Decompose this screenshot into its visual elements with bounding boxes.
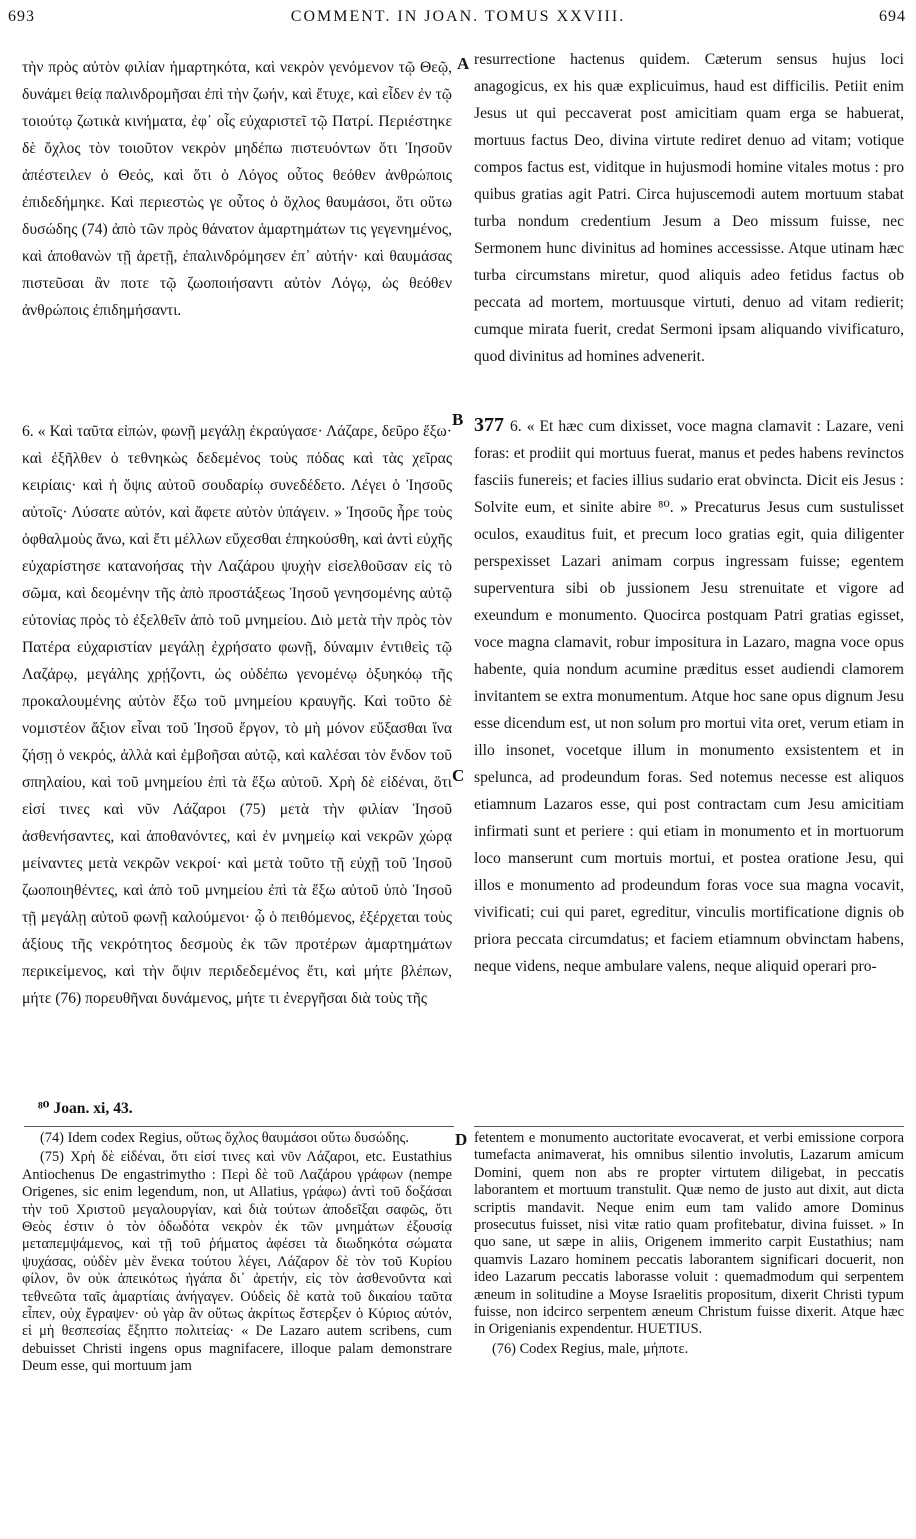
scripture-reference: ⁸⁰ Joan. xi, 43. (38, 1100, 133, 1117)
section-marker-c: C (452, 766, 465, 785)
running-header (0, 8, 916, 42)
footnote-75: (75) Χρὴ δὲ εἰδέναι, ὅτι εἰσί τινες καὶ νῦν Λάζαροι, etc. Eustathius Antiochenus De engastrimytho : Περὶ δὲ τοῦ Λαζάρου γράφων (nempe Origenes, sic enim legendum, non, ut Allatius, γράφω) ἀντὶ τοῦ δοξάσαι τὴν τοῦ Χριστοῦ μεγαλουργίαν, καὶ διὰ τούτων ἀποδεῖξαι σαφῶς, ὅτι Θεὸς ἐστιν ὁ τὸν ὀδωδότα νεκρὸν ἐκ τῶν μνημάτων ἐξουσίᾳ μεταπεμψάμενος, καὶ τῇ τοῦ ῥήματος ἀφέσει τὰ διωδηκότα σώματα ψυχάσας, οὐδὲν μὲν ἕνεκα τούτου λέγει, Λάζαρον δὲ τὸν τοῦ Κυρίου φίλον, ὃν οὐκ ἀπεικότως ἠγάπα δι᾽ ἀρετήν, εἰς τὸν ἀσθενοῦντα καὶ τεθνεῶτα ταῖς ἁμαρτίαις ἀνήγαγεν. Οὐδεὶς δὲ κατὰ τοῦ δικαίου ταῦτα εἶπεν, οὐχ ἔγραψεν· οὐ γὰρ ἂν οὕτως ἀκρίτως ἔστερξεν ὁ Κύριος αὐτόν, εἰ μὴ θεσπεσίας ἔξηπτο πολιτείας· « De Lazaro autem scribens, cum debuisset Christi ingens opus magnifacere, illoque palam demonstrare Deum esse, qui mortuum jam (22, 1149, 452, 1375)
footnotes-left (22, 1130, 452, 1378)
greek-column-section-6 (22, 418, 452, 1012)
greek-column-top (22, 54, 452, 324)
migne-column-number: 377 (474, 414, 504, 436)
section-marker-b: B (452, 410, 464, 429)
greek-paragraph-1: τὴν πρὸς αὐτὸν φιλίαν ἡμαρτηκότα, καὶ νεκρὸν γενόμενον τῷ Θεῷ, δυνάμει θείᾳ παλινδρομῆσαι ἐπὶ τὴν ζωήν, καὶ ἔτυχε, καὶ εἶδεν ἐν τῷ τοιούτῳ ζωτικὰ κινήματα, ἐφ᾽ οἷς εὐχαριστεῖ τῷ Πατρί. Περιέστηκε δὲ ὄχλος τὸν τοιοῦτον νεκρὸν μηδέπω πιστευόντων ὅτι Ἰησοῦν ἀπέστειλεν ὁ Θεός, καὶ ὅτι ὁ Λόγος οὗτος θεόθεν ἀνθρώποις ἐπιδεδήμηκε. Καὶ περιεστὼς γε οὗτος ὁ ὄχλος θαυμάσοι, ὅτι οὕτω δυσώδης (74) ἀπὸ τῶν πρὸς θάνατον ἁμαρτημάτων τις γεγενημένος, καὶ ἀποθανὼν τῇ ἀρετῇ, ἐπαλινδρόμησεν ἐπ᾽ αὐτήν· καὶ θαυμάσας πιστεῦσαι ἂν ποτε τῷ ζωοποιήσαντι αὐτὸν Λόγῳ, ὡς θεόθεν ἀνθρώποις ἐπιδημήσαντι. (22, 59, 452, 319)
footnotes-right (474, 1130, 904, 1360)
footnote-74: (74) Idem codex Regius, οὕτως ὄχλος θαυμάσοι οὕτω δυσώδης. (40, 1130, 409, 1146)
running-title: COMMENT. IN JOAN. TOMUS XXVIII. (290, 8, 626, 25)
left-page-number: 693 (8, 8, 35, 25)
latin-column-section-6 (474, 412, 904, 980)
greek-paragraph-section-6: 6. « Καὶ ταῦτα εἰπών, φωνῇ μεγάλῃ ἐκραύγασε· Λάζαρε, δεῦρο ἔξω· καὶ ἐξῆλθεν ὁ τεθνηκὼς δεδεμένος τοὺς πόδας καὶ τὰς χεῖρας κειρίαις· καὶ ἡ ὄψις αὐτοῦ σουδαρίῳ συνεδέδετο. Λέγει ὁ Ἰησοῦς αὐτοῖς· Λύσατε αὐτόν, καὶ ἄφετε αὐτὸν ὑπάγειν. » Ἰησοῦς ἦρε τοὺς ὀφθαλμοὺς ἄνω, καὶ ἔτι μέλλων εὔχεσθαι ἐπηκούσθη, καὶ ἀντὶ εὐχῆς εὐχαρίστησε κατανοήσας τὴν Λαζάρου ψυχὴν εἰσελθοῦσαν εἰς τὸ σῶμα, καὶ δεομένην τῆς ἀπὸ προστάξεως Ἰησοῦ γενησομένης αὐτῷ εὐτονίας πρὸς τὸ ἐξελθεῖν ἀπὸ τοῦ μνημείου. Διὸ μετὰ τὴν πρὸς τὸν Πατέρα εὐχαριστίαν μεγάλῃ ἐχρήσατο φωνῇ, δύναμιν ἐντιθεὶς τῷ Λαζάρῳ, μεγάλης χρῄζοντι, ὡς οὐδέπω γενομένῳ ὀξυηκόῳ τῆς προκαλουμένης αὐτὸν ἔξω τοῦ μνημείου κραυγῆς. Καὶ τοῦτο δὲ νομιστέον ἄξιον εἶναι τοῦ Ἰησοῦ ἔργον, τὸ μὴ μόνον εὔξασθαι ἵνα ζήσῃ ὁ νεκρός, ἀλλὰ καὶ ἐμβοῆσαι αὐτῷ, καὶ καλέσαι τὸν ἔνδον τοῦ σπηλαίου, καὶ τοῦ μνημείου ἐπὶ τὰ ἔξω αὐτοῦ. Χρὴ δὲ εἰδέναι, ὅτι εἰσί τινες καὶ νῦν Λάζαροι (75) μετὰ τὴν φιλίαν Ἰησοῦ ἀσθενήσαντες, καὶ ἀποθανόντες, καὶ ἐν μνημείῳ καὶ νεκρῶν χώρᾳ μείναντες μετὰ νεκρῶν νεκροί· καὶ μετὰ τοῦτο τῇ εὐχῇ τοῦ Ἰησοῦ ζωοποιηθέντες, καὶ ἀπὸ τοῦ μνημείου ἐπὶ τὰ ἔξω αὐτοῦ ὑπὸ Ἰησοῦ τῇ μεγάλῃ αὐτοῦ φωνῇ καλούμενοι· ᾧ ὁ πειθόμενος, ἐξέρχεται τοὺς ἀξίους τῆς νεκρότητος δεσμοὺς ἐκ τῶν προτέρων ἁμαρτημάτων περικείμενος, καὶ τὴν ὄψιν περιδεδεμένος ἔτι, καὶ μήτε βλέπων, μήτε (76) πορευθῆναι δυνάμενος, μήτε τι ἐνεργῆσαι διὰ τοὺς τῆς (22, 423, 452, 1007)
footnote-76: (76) Codex Regius, male, μήποτε. (492, 1340, 689, 1357)
section-marker-d: D (455, 1130, 468, 1149)
footnote-75-continued: fetentem e monumento auctoritate evocaverat, et verbi emissione corpora tumefacta animaverat, his omnibus silentio involutis, Lazarum amicum Domini, quem non abs re propter virtutem diligebat, in peccatis laborantem et mortuum transtulit. Quæ nemo de justo aut dixit, aut dicta scriptis mandavit. Neque enim eum tam valido amore Dominus prosecutus fuisset, nisi vitæ ratio quam profitebatur, divina fuisset. » In quo sane, ut sæpe in aliis, Origenem immerito carpit Eustathius; nam quamvis Lazaro hominem peccatis laborantem significari docuerit, non ideo Lazarum peccatis laborasse voluit : quemadmodum qui serpentem æneum in solitudine a Moyse Israelitis propositum, dixerit Christi typum fuisse, non idcirco serpentem æneum Christum fuisse dixerit. Atque hæc in Origenianis expendentur. HUETIUS. (474, 1130, 904, 1338)
right-page-number: 694 (879, 8, 906, 25)
footnote-divider-right (474, 1126, 904, 1127)
footnote-divider-left (24, 1126, 454, 1127)
latin-paragraph-1: resurrectione hactenus quidem. Cæterum sensus hujus loci anagogicus, ex his quæ explicuimus, haud est difficilis. Petiit enim Jesus ut qui peccaverat post amicitiam quam erga se habuerat, mortuus factus Deo, divina virtute rediret denuo ad vitam; votique compos factus est, viditque in hujusmodi homine vitales motus : pro quibus gratias agit Patri. Circa hujuscemodi autem mortuum stabat turba nondum credentium Jesum a Deo missum fuisse, nec Sermonem hunc divinitus ad homines accessisse. Atque utinam hæc turba circumstans miretur, quod aliquis adeo fetidus factus ob peccata ad mortem, mortuusque virtuti, denuo ad vitam redierit; cumque mirata fuerit, credat Sermoni ipsam aliquando vivificaturo, quod divinitus ad homines advenerit. (474, 51, 904, 365)
latin-paragraph-section-6 (474, 412, 904, 980)
latin-column-top (474, 46, 904, 370)
latin-section-6-text: 6. « Et hæc cum dixisset, voce magna clamavit : Lazare, veni foras: et prodiit qui mortuus fuerat, manus et pedes habens revinctos fasciis funereis; et facies illius sudario erat obvincta. Dicit eis Jesus : Solvite eum, et sinite abire ⁸⁰. » Precaturus Jesus cum sustulisset oculos, exauditus fuit, et precum loco gratias egit, quia diligenter perspexisset Lazari animam corpus ingressam fuisse; egentem superventura sibi ob jussionem Jesu strenuitate et vigore ad exeundum e monumento. Quocirca postquam Patri gratias egisset, voce magna clamavit, robur impositura in Lazaro, magna voce opus habente, quia nondum acumine præditus esset audiendi clamorem invitantem se extra monumentum. Atque hoc sane opus dignum Jesu esse dicendum est, ut non solum pro mortui vita oret, verum etiam in illo insonet, vocetque illum in monumento exsistentem et in spelunca, ad prodeundum foras. Sed notemus necesse est aliquos etiamnum Lazaros esse, qui post contractam cum Jesu amicitiam infirmati sunt et periere : qui etiam in monumento et in mortuorum loco manserunt cum mortuis mortui, et postea oratione Jesu, qui illos e monumento ad prodeundum foras voce sua magna vocavit, vivificati; cui qui paret, egreditur, vinculis mortificatione dignis ob priora peccata circumdatus; et faciem etiamnum obvinctam habens, neque videns, neque ambulare valens, neque aliquid operari pro- (474, 418, 904, 975)
section-marker-a: A (457, 54, 470, 73)
